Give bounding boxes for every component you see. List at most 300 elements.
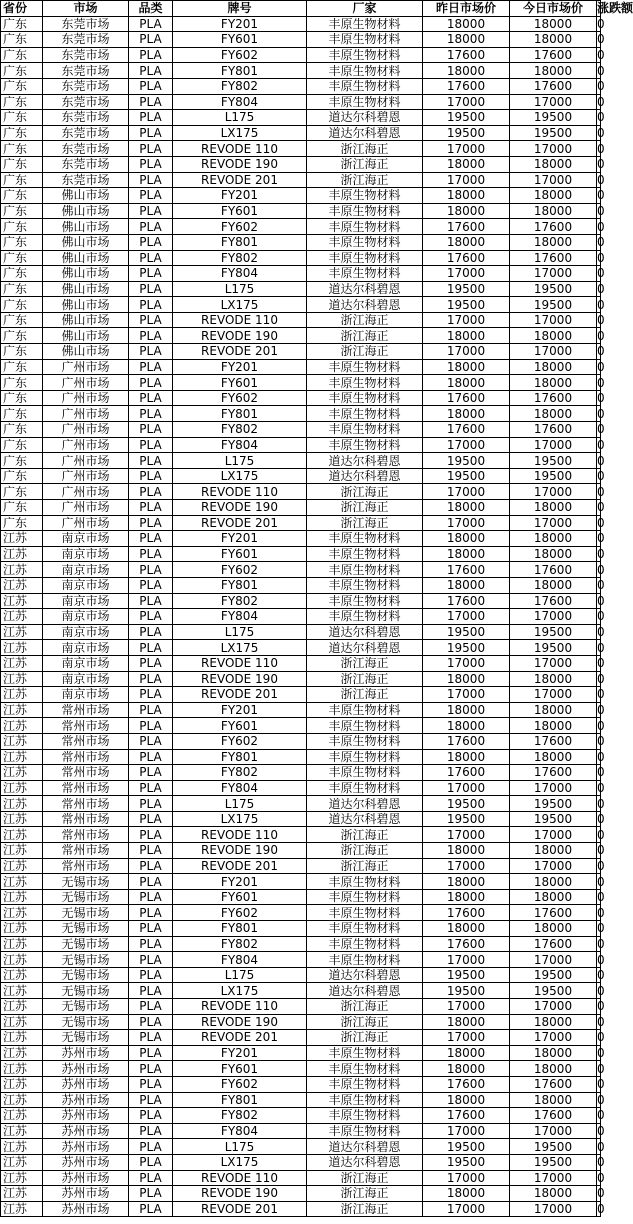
cell-manufacturer: 丰原生物材料 <box>307 546 423 562</box>
cell-grade: REVODE 110 <box>173 827 307 843</box>
table-row <box>1 1030 601 1046</box>
cell-category: PLA <box>129 437 173 453</box>
cell-grade: REVODE 190 <box>173 1014 307 1030</box>
cell-category: PLA <box>129 188 173 204</box>
cell-grade: FY601 <box>173 375 307 391</box>
cell-market: 常州市场 <box>43 843 129 859</box>
cell-province: 江苏 <box>1 640 43 656</box>
cell-province: 广东 <box>1 484 43 500</box>
cell-market: 常州市场 <box>43 796 129 812</box>
table-row <box>1 593 601 609</box>
cell-province: 江苏 <box>1 1014 43 1030</box>
cell-province: 江苏 <box>1 1092 43 1108</box>
cell-change: 0 <box>597 204 605 219</box>
cell-today-price: 17000 <box>510 437 597 453</box>
cell-market: 南京市场 <box>43 531 129 547</box>
cell-category: PLA <box>129 546 173 562</box>
cell-grade: FY201 <box>173 16 307 32</box>
cell-change: 0 <box>597 531 605 546</box>
cell-manufacturer: 丰原生物材料 <box>307 203 423 219</box>
cell-change: 0 <box>597 999 605 1014</box>
cell-manufacturer: 道达尔科碧恩 <box>307 640 423 656</box>
cell-category: PLA <box>129 1123 173 1139</box>
cell-province: 广东 <box>1 125 43 141</box>
table-row <box>1 422 601 438</box>
cell-manufacturer: 道达尔科碧恩 <box>307 110 423 126</box>
cell-grade: REVODE 190 <box>173 843 307 859</box>
cell-change: 0 <box>597 1186 605 1201</box>
cell-market: 无锡市场 <box>43 874 129 890</box>
table-row <box>1 359 601 375</box>
cell-today-price: 17000 <box>510 94 597 110</box>
cell-change: 0 <box>597 562 605 577</box>
cell-manufacturer: 丰原生物材料 <box>307 874 423 890</box>
table-row <box>1 531 601 547</box>
cell-change: 0 <box>597 1061 605 1076</box>
cell-province: 江苏 <box>1 983 43 999</box>
cell-province: 江苏 <box>1 577 43 593</box>
cell-category: PLA <box>129 593 173 609</box>
cell-grade: L175 <box>173 281 307 297</box>
cell-yesterday-price: 18000 <box>423 359 510 375</box>
cell-change: 0 <box>597 1014 605 1029</box>
cell-grade: FY801 <box>173 921 307 937</box>
cell-market: 苏州市场 <box>43 1061 129 1077</box>
cell-yesterday-price: 17000 <box>423 827 510 843</box>
cell-province: 江苏 <box>1 687 43 703</box>
table-row <box>1 203 601 219</box>
cell-manufacturer: 丰原生物材料 <box>307 406 423 422</box>
cell-province: 广东 <box>1 219 43 235</box>
cell-market: 苏州市场 <box>43 1170 129 1186</box>
cell-market: 东莞市场 <box>43 47 129 63</box>
cell-manufacturer: 丰原生物材料 <box>307 531 423 547</box>
cell-yesterday-price: 19500 <box>423 1139 510 1155</box>
cell-grade: REVODE 110 <box>173 312 307 328</box>
cell-category: PLA <box>129 905 173 921</box>
header-manufacturer: 厂家 <box>307 1 423 17</box>
cell-today-price: 19500 <box>510 796 597 812</box>
cell-province: 广东 <box>1 281 43 297</box>
cell-province: 广东 <box>1 16 43 32</box>
cell-category: PLA <box>129 32 173 48</box>
cell-manufacturer: 道达尔科碧恩 <box>307 624 423 640</box>
cell-yesterday-price: 17600 <box>423 390 510 406</box>
cell-manufacturer: 丰原生物材料 <box>307 952 423 968</box>
cell-market: 无锡市场 <box>43 1030 129 1046</box>
cell-manufacturer: 浙江海正 <box>307 827 423 843</box>
cell-yesterday-price: 18000 <box>423 749 510 765</box>
cell-change: 0 <box>597 391 605 406</box>
cell-category: PLA <box>129 999 173 1015</box>
cell-market: 南京市场 <box>43 577 129 593</box>
table-row <box>1 219 601 235</box>
cell-grade: LX175 <box>173 983 307 999</box>
table-row <box>1 500 601 516</box>
cell-province: 江苏 <box>1 1076 43 1092</box>
cell-grade: REVODE 201 <box>173 858 307 874</box>
cell-yesterday-price: 18000 <box>423 16 510 32</box>
cell-change: 0 <box>597 812 605 827</box>
cell-category: PLA <box>129 1170 173 1186</box>
cell-manufacturer: 浙江海正 <box>307 515 423 531</box>
cell-market: 无锡市场 <box>43 952 129 968</box>
cell-market: 常州市场 <box>43 858 129 874</box>
table-row <box>1 125 601 141</box>
cell-category: PLA <box>129 796 173 812</box>
cell-manufacturer: 浙江海正 <box>307 500 423 516</box>
cell-manufacturer: 丰原生物材料 <box>307 1076 423 1092</box>
cell-category: PLA <box>129 1139 173 1155</box>
cell-province: 江苏 <box>1 765 43 781</box>
cell-change: 0 <box>597 157 605 172</box>
cell-manufacturer: 丰原生物材料 <box>307 32 423 48</box>
cell-category: PLA <box>129 967 173 983</box>
cell-yesterday-price: 18000 <box>423 1014 510 1030</box>
cell-today-price: 17000 <box>510 1030 597 1046</box>
cell-market: 常州市场 <box>43 811 129 827</box>
cell-yesterday-price: 18000 <box>423 500 510 516</box>
cell-grade: FY801 <box>173 63 307 79</box>
cell-manufacturer: 道达尔科碧恩 <box>307 811 423 827</box>
cell-province: 广东 <box>1 515 43 531</box>
cell-market: 南京市场 <box>43 624 129 640</box>
cell-market: 广州市场 <box>43 453 129 469</box>
cell-province: 江苏 <box>1 1170 43 1186</box>
cell-manufacturer: 浙江海正 <box>307 172 423 188</box>
cell-category: PLA <box>129 1108 173 1124</box>
cell-change: 0 <box>597 1108 605 1123</box>
cell-grade: L175 <box>173 967 307 983</box>
cell-market: 东莞市场 <box>43 78 129 94</box>
cell-change: 0 <box>597 172 605 187</box>
cell-grade: FY601 <box>173 889 307 905</box>
cell-grade: REVODE 201 <box>173 344 307 360</box>
cell-category: PLA <box>129 671 173 687</box>
cell-category: PLA <box>129 234 173 250</box>
cell-change: 0 <box>597 936 605 951</box>
cell-category: PLA <box>129 453 173 469</box>
cell-grade: REVODE 190 <box>173 671 307 687</box>
cell-manufacturer: 浙江海正 <box>307 1030 423 1046</box>
cell-grade: FY802 <box>173 593 307 609</box>
cell-today-price: 18000 <box>510 188 597 204</box>
cell-manufacturer: 丰原生物材料 <box>307 765 423 781</box>
cell-yesterday-price: 17000 <box>423 141 510 157</box>
cell-category: PLA <box>129 141 173 157</box>
cell-today-price: 18000 <box>510 921 597 937</box>
cell-change: 0 <box>597 593 605 608</box>
cell-yesterday-price: 19500 <box>423 1154 510 1170</box>
cell-grade: FY602 <box>173 47 307 63</box>
cell-yesterday-price: 17600 <box>423 1108 510 1124</box>
cell-category: PLA <box>129 1030 173 1046</box>
cell-manufacturer: 道达尔科碧恩 <box>307 281 423 297</box>
cell-change: 0 <box>597 281 605 296</box>
cell-yesterday-price: 19500 <box>423 967 510 983</box>
cell-province: 广东 <box>1 468 43 484</box>
cell-manufacturer: 丰原生物材料 <box>307 921 423 937</box>
header-province: 省份 <box>1 1 43 17</box>
cell-province: 江苏 <box>1 999 43 1015</box>
cell-grade: FY601 <box>173 718 307 734</box>
cell-today-price: 17600 <box>510 765 597 781</box>
cell-province: 江苏 <box>1 546 43 562</box>
cell-change: 0 <box>597 110 605 125</box>
cell-today-price: 17000 <box>510 999 597 1015</box>
cell-today-price: 18000 <box>510 1061 597 1077</box>
cell-manufacturer: 道达尔科碧恩 <box>307 125 423 141</box>
cell-market: 南京市场 <box>43 640 129 656</box>
cell-market: 佛山市场 <box>43 328 129 344</box>
cell-change: 0 <box>597 656 605 671</box>
cell-province: 广东 <box>1 110 43 126</box>
cell-market: 常州市场 <box>43 749 129 765</box>
cell-manufacturer: 丰原生物材料 <box>307 1108 423 1124</box>
cell-today-price: 17600 <box>510 422 597 438</box>
cell-manufacturer: 浙江海正 <box>307 484 423 500</box>
cell-yesterday-price: 18000 <box>423 1045 510 1061</box>
cell-today-price: 17000 <box>510 858 597 874</box>
cell-yesterday-price: 17000 <box>423 1123 510 1139</box>
cell-yesterday-price: 19500 <box>423 281 510 297</box>
cell-market: 佛山市场 <box>43 281 129 297</box>
cell-yesterday-price: 17000 <box>423 952 510 968</box>
cell-yesterday-price: 17600 <box>423 219 510 235</box>
cell-change: 0 <box>597 250 605 265</box>
cell-change: 0 <box>597 1155 605 1170</box>
cell-category: PLA <box>129 921 173 937</box>
cell-manufacturer: 丰原生物材料 <box>307 609 423 625</box>
cell-today-price: 17000 <box>510 1170 597 1186</box>
table-row <box>1 94 601 110</box>
header-category: 品类 <box>129 1 173 17</box>
cell-yesterday-price: 18000 <box>423 577 510 593</box>
cell-yesterday-price: 18000 <box>423 1186 510 1202</box>
cell-market: 无锡市场 <box>43 983 129 999</box>
cell-yesterday-price: 17600 <box>423 422 510 438</box>
cell-province: 广东 <box>1 78 43 94</box>
cell-manufacturer: 丰原生物材料 <box>307 1092 423 1108</box>
cell-change: 0 <box>597 921 605 936</box>
cell-province: 江苏 <box>1 593 43 609</box>
cell-change: 0 <box>597 671 605 686</box>
cell-grade: REVODE 190 <box>173 500 307 516</box>
cell-manufacturer: 浙江海正 <box>307 687 423 703</box>
cell-category: PLA <box>129 110 173 126</box>
cell-category: PLA <box>129 1201 173 1217</box>
cell-grade: L175 <box>173 453 307 469</box>
table-body <box>1 16 605 1217</box>
cell-yesterday-price: 18000 <box>423 843 510 859</box>
cell-grade: FY602 <box>173 905 307 921</box>
table-row <box>1 655 601 671</box>
cell-yesterday-price: 18000 <box>423 874 510 890</box>
cell-province: 江苏 <box>1 1201 43 1217</box>
cell-manufacturer: 道达尔科碧恩 <box>307 983 423 999</box>
cell-yesterday-price: 17000 <box>423 609 510 625</box>
cell-change: 0 <box>597 94 605 109</box>
cell-province: 江苏 <box>1 1123 43 1139</box>
table-row <box>1 546 601 562</box>
cell-manufacturer: 道达尔科碧恩 <box>307 297 423 313</box>
cell-market: 无锡市场 <box>43 1014 129 1030</box>
cell-market: 无锡市场 <box>43 967 129 983</box>
cell-change: 0 <box>597 79 605 94</box>
cell-change: 0 <box>597 141 605 156</box>
cell-manufacturer: 丰原生物材料 <box>307 889 423 905</box>
cell-province: 广东 <box>1 344 43 360</box>
cell-today-price: 19500 <box>510 468 597 484</box>
cell-yesterday-price: 17000 <box>423 1201 510 1217</box>
cell-category: PLA <box>129 156 173 172</box>
cell-province: 广东 <box>1 422 43 438</box>
cell-yesterday-price: 18000 <box>423 203 510 219</box>
cell-grade: FY801 <box>173 234 307 250</box>
cell-manufacturer: 浙江海正 <box>307 843 423 859</box>
cell-change: 0 <box>597 16 605 31</box>
cell-today-price: 18000 <box>510 156 597 172</box>
cell-province: 江苏 <box>1 1045 43 1061</box>
table-row <box>1 905 601 921</box>
cell-province: 江苏 <box>1 1139 43 1155</box>
table-row <box>1 250 601 266</box>
cell-province: 江苏 <box>1 1108 43 1124</box>
cell-yesterday-price: 18000 <box>423 234 510 250</box>
cell-manufacturer: 丰原生物材料 <box>307 78 423 94</box>
cell-today-price: 18000 <box>510 577 597 593</box>
cell-category: PLA <box>129 266 173 282</box>
table-row <box>1 63 601 79</box>
cell-grade: FY602 <box>173 733 307 749</box>
cell-market: 东莞市场 <box>43 32 129 48</box>
cell-category: PLA <box>129 952 173 968</box>
cell-manufacturer: 丰原生物材料 <box>307 94 423 110</box>
cell-category: PLA <box>129 468 173 484</box>
cell-manufacturer: 道达尔科碧恩 <box>307 1154 423 1170</box>
cell-change: 0 <box>597 609 605 624</box>
cell-yesterday-price: 18000 <box>423 188 510 204</box>
cell-today-price: 17000 <box>510 1201 597 1217</box>
cell-province: 江苏 <box>1 936 43 952</box>
cell-manufacturer: 丰原生物材料 <box>307 234 423 250</box>
cell-manufacturer: 浙江海正 <box>307 655 423 671</box>
table-row <box>1 188 601 204</box>
cell-category: PLA <box>129 1014 173 1030</box>
cell-today-price: 17000 <box>510 780 597 796</box>
cell-grade: REVODE 201 <box>173 1030 307 1046</box>
cell-province: 广东 <box>1 94 43 110</box>
cell-manufacturer: 浙江海正 <box>307 328 423 344</box>
cell-province: 广东 <box>1 328 43 344</box>
cell-change: 0 <box>597 734 605 749</box>
cell-manufacturer: 丰原生物材料 <box>307 422 423 438</box>
cell-today-price: 17600 <box>510 250 597 266</box>
cell-province: 广东 <box>1 250 43 266</box>
cell-manufacturer: 丰原生物材料 <box>307 219 423 235</box>
table-row <box>1 437 601 453</box>
cell-change: 0 <box>597 344 605 359</box>
cell-yesterday-price: 19500 <box>423 640 510 656</box>
cell-manufacturer: 浙江海正 <box>307 1170 423 1186</box>
table-row <box>1 515 601 531</box>
cell-grade: FY804 <box>173 609 307 625</box>
cell-yesterday-price: 17600 <box>423 905 510 921</box>
cell-today-price: 18000 <box>510 671 597 687</box>
table-row <box>1 312 601 328</box>
cell-category: PLA <box>129 219 173 235</box>
cell-today-price: 18000 <box>510 531 597 547</box>
cell-market: 苏州市场 <box>43 1045 129 1061</box>
cell-grade: REVODE 201 <box>173 687 307 703</box>
cell-grade: FY601 <box>173 32 307 48</box>
cell-market: 佛山市场 <box>43 188 129 204</box>
cell-category: PLA <box>129 936 173 952</box>
cell-market: 苏州市场 <box>43 1076 129 1092</box>
cell-category: PLA <box>129 422 173 438</box>
cell-province: 江苏 <box>1 531 43 547</box>
cell-today-price: 17000 <box>510 952 597 968</box>
cell-category: PLA <box>129 172 173 188</box>
cell-yesterday-price: 19500 <box>423 811 510 827</box>
cell-category: PLA <box>129 687 173 703</box>
cell-grade: LX175 <box>173 468 307 484</box>
cell-today-price: 17000 <box>510 515 597 531</box>
cell-market: 常州市场 <box>43 702 129 718</box>
cell-grade: LX175 <box>173 297 307 313</box>
cell-category: PLA <box>129 1061 173 1077</box>
table-row <box>1 16 601 32</box>
cell-today-price: 19500 <box>510 983 597 999</box>
cell-province: 广东 <box>1 266 43 282</box>
cell-grade: REVODE 110 <box>173 655 307 671</box>
cell-province: 江苏 <box>1 952 43 968</box>
cell-grade: FY802 <box>173 78 307 94</box>
cell-manufacturer: 丰原生物材料 <box>307 702 423 718</box>
table-row <box>1 468 601 484</box>
table-row <box>1 110 601 126</box>
cell-grade: L175 <box>173 110 307 126</box>
cell-category: PLA <box>129 484 173 500</box>
cell-grade: FY601 <box>173 203 307 219</box>
cell-change: 0 <box>597 625 605 640</box>
cell-yesterday-price: 17000 <box>423 515 510 531</box>
cell-manufacturer: 丰原生物材料 <box>307 1045 423 1061</box>
cell-today-price: 17000 <box>510 1123 597 1139</box>
cell-province: 江苏 <box>1 905 43 921</box>
cell-yesterday-price: 17000 <box>423 1170 510 1186</box>
cell-category: PLA <box>129 250 173 266</box>
table-row <box>1 281 601 297</box>
table-row <box>1 780 601 796</box>
cell-market: 东莞市场 <box>43 110 129 126</box>
cell-grade: FY802 <box>173 936 307 952</box>
cell-yesterday-price: 17000 <box>423 312 510 328</box>
cell-today-price: 18000 <box>510 718 597 734</box>
cell-change: 0 <box>597 515 605 530</box>
cell-grade: FY801 <box>173 577 307 593</box>
cell-category: PLA <box>129 858 173 874</box>
cell-manufacturer: 丰原生物材料 <box>307 936 423 952</box>
cell-change: 0 <box>597 126 605 141</box>
cell-province: 广东 <box>1 188 43 204</box>
cell-market: 常州市场 <box>43 718 129 734</box>
cell-yesterday-price: 18000 <box>423 921 510 937</box>
cell-change: 0 <box>597 765 605 780</box>
cell-change: 0 <box>597 1124 605 1139</box>
table-row <box>1 406 601 422</box>
cell-change: 0 <box>597 328 605 343</box>
